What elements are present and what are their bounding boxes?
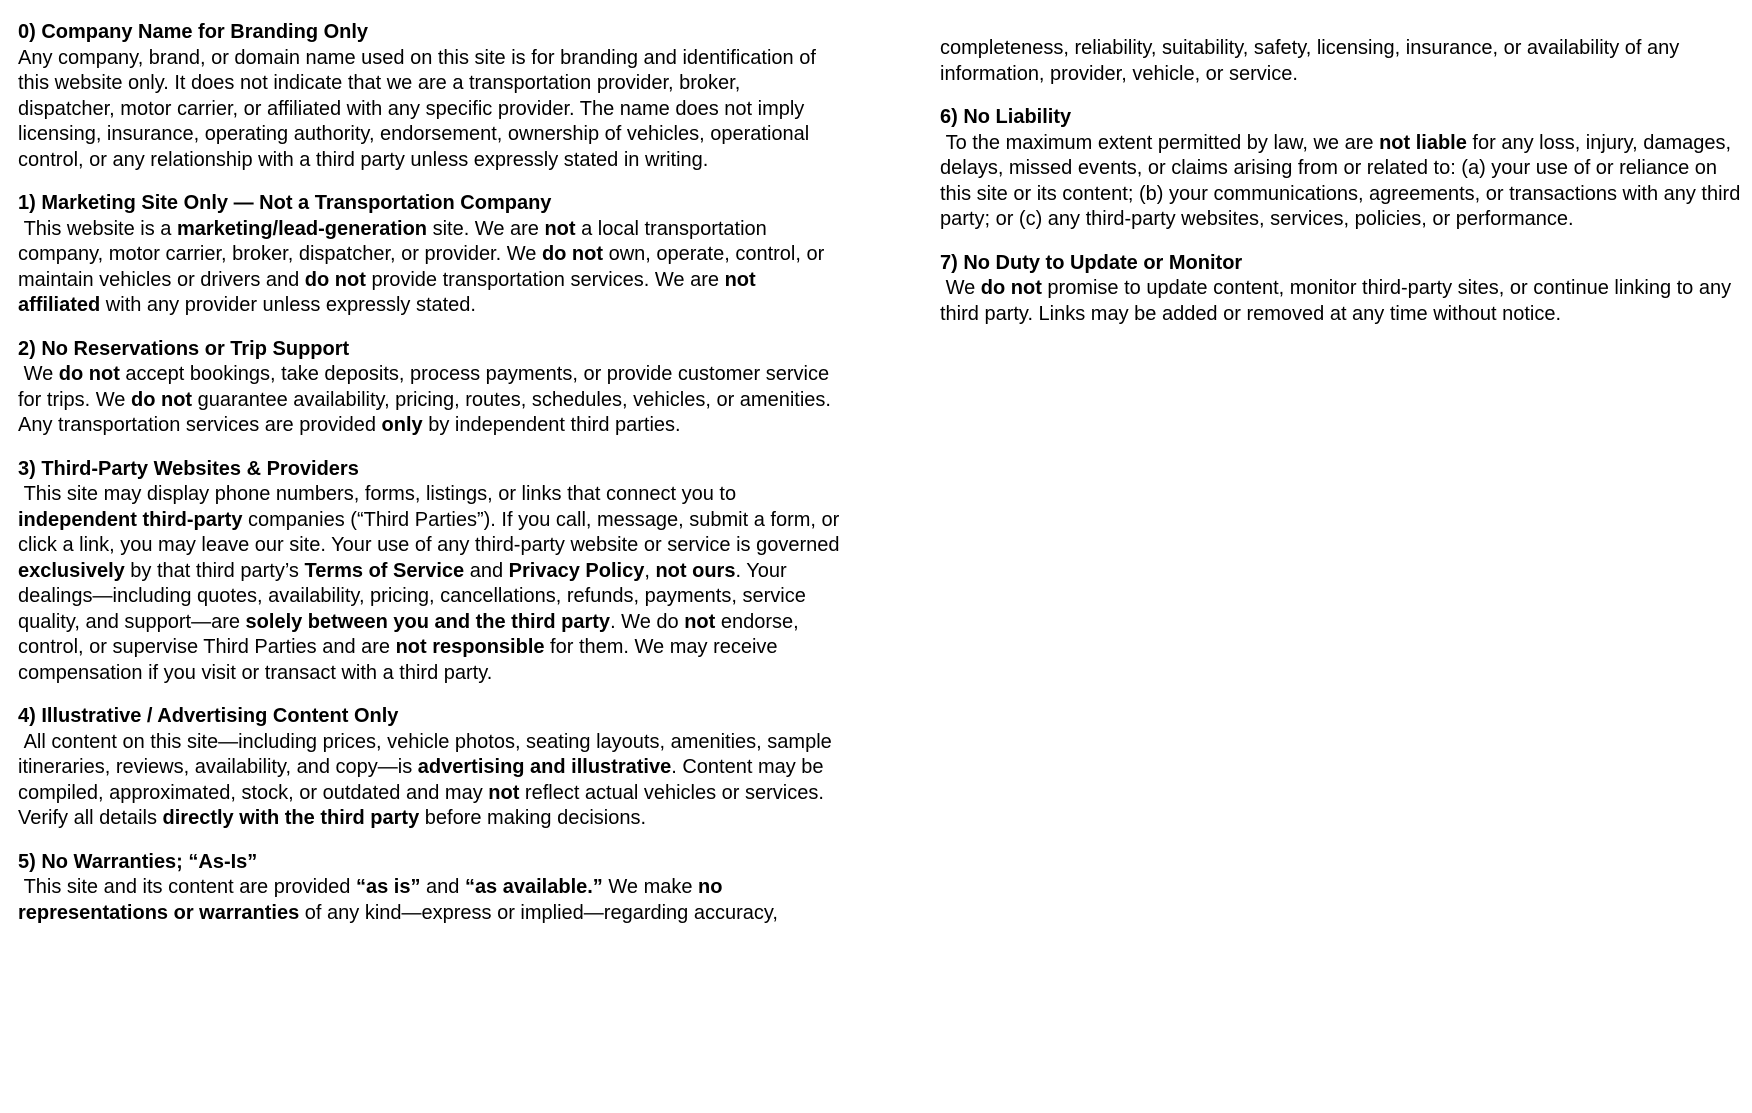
text-run: endorse, control, or supervise Third Parties and are <box>18 610 805 658</box>
bold-text-run: not <box>684 610 716 633</box>
text-run: Any company, brand, or domain name used on this site is for branding and identification of this website only. It does not indicate that we are a transportation provider, broker, dispatcher, motor carrier, or affiliated with any specific provider. The name does not imply licensing, insurance, operating authority, endorsement, ownership of vehicles, operational control, or any relationship with a third party unless expressly stated in writing. <box>18 46 822 171</box>
text-run: To the maximum extent permitted by law, we are <box>940 131 1380 154</box>
text-run: and <box>464 559 509 582</box>
bold-text-run: do not <box>541 243 604 265</box>
disclaimer-section <box>18 457 846 687</box>
section-heading: 5) No Warranties; “As-Is” <box>18 850 258 873</box>
bold-text-run: not <box>488 781 520 804</box>
disclaimer-section <box>18 704 842 832</box>
bold-text-run: “as available.” <box>464 876 603 898</box>
section-paragraph <box>18 362 842 439</box>
section-heading: 6) No Liability <box>940 106 1072 128</box>
bold-text-run: do not <box>304 268 366 291</box>
bold-text-run: not <box>544 217 576 240</box>
section-heading: 2) No Reservations or Trip Support <box>18 337 350 360</box>
section-paragraph <box>940 276 1752 327</box>
section-paragraph <box>18 46 842 174</box>
section-heading: 7) No Duty to Update or Monitor <box>940 251 1243 274</box>
text-run: site. We are <box>427 217 545 240</box>
text-run: of any kind—express or implied—regarding accuracy, <box>299 901 778 924</box>
bold-text-run: do not <box>58 363 120 385</box>
paragraph-continuation <box>940 36 1752 87</box>
text-run: reflect actual vehicles or services. Verify all details <box>18 781 830 829</box>
bold-text-run: advertising and illustrative <box>417 756 672 778</box>
section-paragraph <box>940 36 1752 87</box>
text-run: accept bookings, take deposits, process payments, or provide customer service for trips. We <box>18 363 835 411</box>
text-run: guarantee availability, pricing, routes, schedules, vehicles, or amenities. Any transportation services are provided <box>18 388 836 436</box>
text-run: This site may display phone numbers, forms, listings, or links that connect you to <box>18 483 742 505</box>
text-run: own, operate, control, or maintain vehicles or drivers and <box>18 243 830 291</box>
disclaimer-section <box>940 251 1752 328</box>
disclaimer-section <box>18 20 842 173</box>
text-run: before making decisions. <box>419 807 647 829</box>
bold-text-run: exclusively <box>18 559 125 582</box>
section-paragraph <box>18 482 846 686</box>
disclaimer-section <box>18 337 842 439</box>
text-run: promise to update content, monitor third-party sites, or continue linking to any third party. Links may be added or removed at any time without notice. <box>940 277 1737 325</box>
text-run: , <box>644 559 656 582</box>
section-heading: 0) Company Name for Branding Only <box>18 21 369 43</box>
text-run: We make <box>602 876 699 898</box>
bold-text-run: not ours <box>655 559 736 582</box>
bold-text-run: independent third-party <box>18 508 243 531</box>
bold-text-run: only <box>381 414 423 436</box>
section-paragraph <box>18 875 842 926</box>
text-run: for them. We may receive compensation if you visit or transact with a third party. <box>18 636 784 684</box>
text-run: by that third party’s <box>124 559 305 582</box>
text-run: and <box>420 876 465 898</box>
bold-text-run: directly with the third party <box>162 807 420 829</box>
bold-text-run: Privacy Policy <box>508 559 645 582</box>
bold-text-run: do not <box>980 277 1042 299</box>
section-heading: 1) Marketing Site Only — Not a Transportation Company <box>18 192 552 214</box>
text-run: for any loss, injury, damages, delays, missed events, or claims arising from or related to: (a) your use of or reliance on this site or its content; (b) your communications, agreements, or transactions with any third party; or (c) any third-party websites, services, policies, or performance. <box>940 131 1746 230</box>
bold-text-run: marketing/lead-generation <box>176 217 428 240</box>
text-run: This website is a <box>18 217 177 240</box>
bold-text-run: do not <box>131 388 193 411</box>
right-column <box>940 20 1752 1113</box>
text-run: We <box>18 363 59 385</box>
text-run: companies (“Third Parties”). If you call, message, submit a form, or click a link, you may leave our site. Your use of any third-party website or service is governed <box>18 508 846 556</box>
bold-text-run: not liable <box>1379 131 1467 154</box>
text-run: with any provider unless expressly stated. <box>100 294 476 316</box>
bold-text-run: not affiliated <box>18 268 762 316</box>
text-run: . We do <box>610 610 685 633</box>
bold-text-run: “as is” <box>355 876 421 898</box>
bold-text-run: no representations or warranties <box>18 876 729 924</box>
text-run: We <box>940 277 981 299</box>
text-run: a local transportation company, motor carrier, broker, dispatcher, or provider. We <box>18 217 773 265</box>
text-run: by independent third parties. <box>422 414 681 436</box>
section-paragraph <box>18 217 842 319</box>
section-paragraph <box>18 730 842 832</box>
disclaimer-section <box>18 850 842 927</box>
section-heading: 4) Illustrative / Advertising Content Only <box>18 705 399 727</box>
bold-text-run: Terms of Service <box>304 559 465 582</box>
section-heading: 3) Third-Party Websites & Providers <box>18 457 359 480</box>
section-paragraph <box>940 131 1752 233</box>
text-run: provide transportation services. We are <box>365 268 725 291</box>
bold-text-run: solely between you and the third party <box>245 610 611 633</box>
text-run: All content on this site—including prices, vehicle photos, seating layouts, amenities, sample itineraries, reviews, availability, and copy—is <box>18 730 838 778</box>
text-run: . Your dealings—including quotes, availability, pricing, cancellations, refunds, payments, service quality, and support—are <box>18 559 812 633</box>
text-run: . Content may be compiled, approximated, stock, or outdated and may <box>18 756 830 804</box>
left-column <box>18 20 846 1113</box>
disclaimer-section <box>18 191 842 319</box>
disclaimer-section <box>940 105 1752 233</box>
bold-text-run: not responsible <box>395 636 545 658</box>
text-run: This site and its content are provided <box>18 876 356 898</box>
text-run: completeness, reliability, suitability, safety, licensing, insurance, or availability of any information, provider, vehicle, or service. <box>940 37 1685 85</box>
